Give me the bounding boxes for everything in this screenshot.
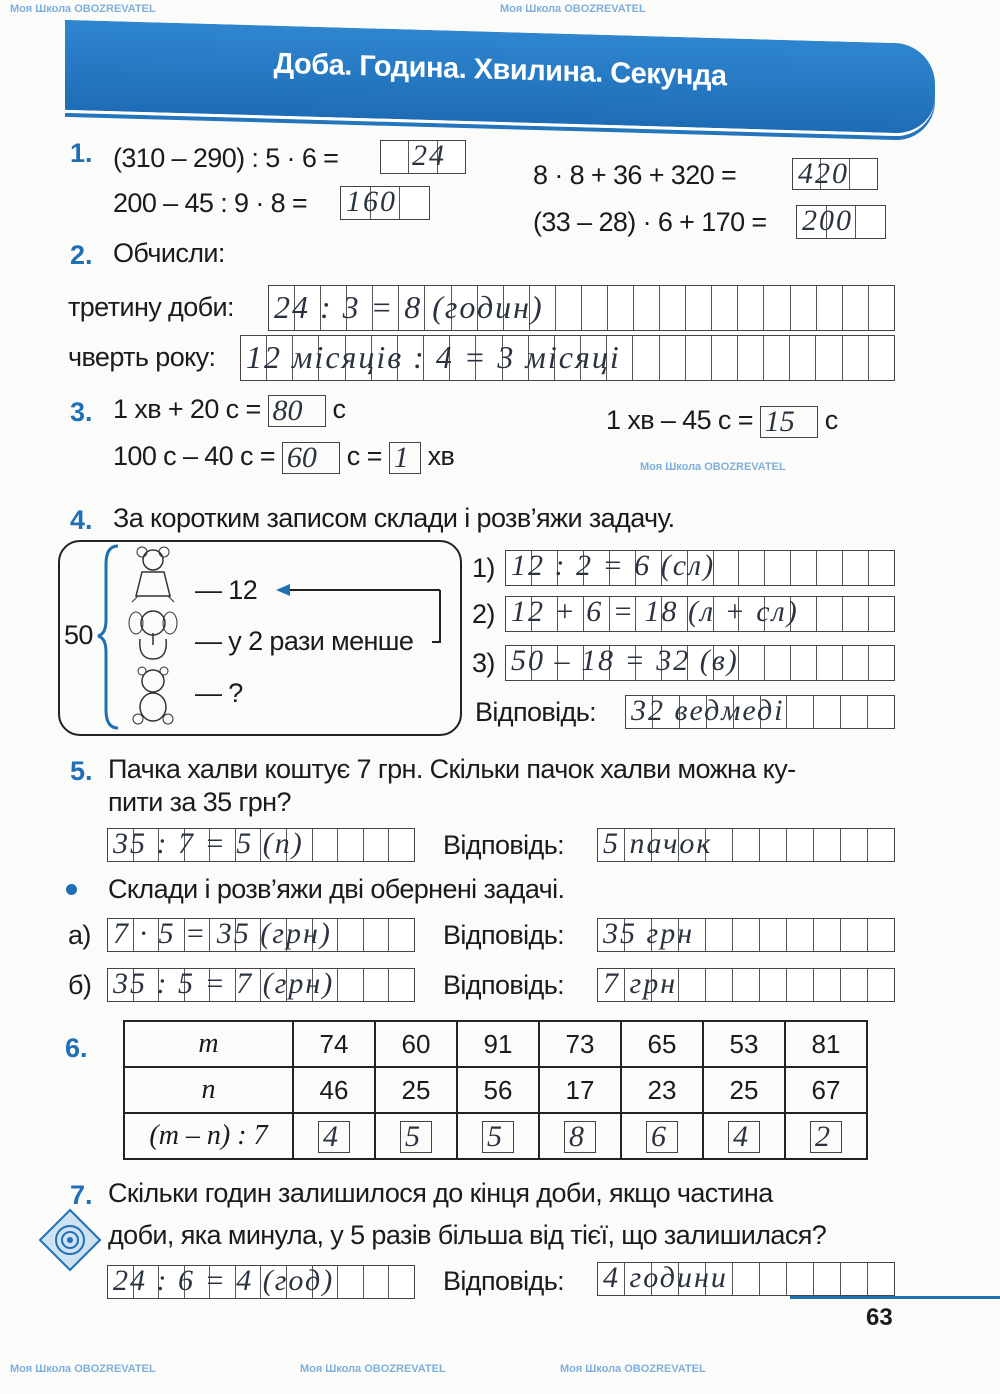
grid-cell: [400, 187, 429, 219]
grid-cell: [364, 919, 390, 951]
expression: [113, 442, 454, 474]
grid-cell: [364, 969, 390, 1001]
unit: хв: [427, 441, 455, 472]
grid-cell: [760, 969, 787, 1001]
table-row-n: [124, 1067, 867, 1113]
answer-box: [728, 1121, 760, 1153]
grid-cell: [733, 1263, 760, 1295]
grid-cell: [556, 286, 582, 330]
table-cell: 56: [457, 1067, 539, 1113]
step-label: 2): [472, 599, 495, 629]
grid-cell: [760, 829, 787, 861]
grid-cell: [843, 551, 869, 585]
page-title: Доба. Година. Хвилина. Секунда: [273, 47, 727, 93]
handwritten-answer: 12 : 2 = 6 (сл): [511, 549, 716, 582]
grid-cell: [739, 551, 765, 585]
grid-cell: [856, 206, 885, 238]
grid-cell: [389, 829, 414, 861]
table-cell: 17: [539, 1067, 621, 1113]
grid-cell: [686, 336, 712, 380]
expression: (310 – 290) : 5 · 6 =: [113, 143, 339, 173]
handwritten-answer: 5: [405, 1119, 420, 1153]
answer-box: [400, 1121, 432, 1153]
grid-cell: [389, 969, 414, 1001]
grid-cell: [633, 336, 659, 380]
grid-cell: [338, 1266, 364, 1298]
item-label: а): [68, 920, 91, 950]
grid-cell: [706, 969, 733, 1001]
grid-cell: [843, 597, 869, 631]
watermark: Моя Школа OBOZREVATEL: [640, 461, 786, 473]
answer-box: [318, 1121, 350, 1153]
elephant-icon: [128, 605, 178, 663]
handwritten-answer: 24 : 3 = 8 (годин): [274, 289, 544, 325]
grid-cell: [843, 286, 869, 330]
handwritten-answer: 32 ведмеді: [631, 694, 785, 727]
answer-box: [646, 1121, 678, 1153]
row-header: n: [124, 1067, 293, 1113]
grid-cell: [338, 969, 364, 1001]
grid-cell: [686, 286, 712, 330]
task-number: 3.: [70, 397, 93, 427]
grid-cell: [841, 1263, 868, 1295]
grid-cell: [817, 551, 843, 585]
grid-cell: [765, 646, 791, 680]
grid-cell: [787, 969, 814, 1001]
grid-cell: [739, 646, 765, 680]
total-value: 50: [64, 620, 93, 650]
expression-text: 1 хв – 45 с =: [606, 405, 753, 436]
grid-cell: [868, 969, 894, 1001]
grid-cell: [790, 336, 816, 380]
grid-cell: [843, 646, 869, 680]
grid-cell: [787, 696, 814, 728]
handwritten-answer: 5: [487, 1119, 502, 1153]
handwritten-answer: 7 грн: [603, 967, 678, 1000]
teddy-bear-icon: [128, 665, 178, 725]
values-table: [123, 1020, 868, 1160]
grid-cell: [381, 141, 409, 173]
expression: (33 – 28) · 6 + 170 =: [533, 207, 767, 237]
answer-label: Відповідь:: [443, 1266, 565, 1296]
grid-cell: [738, 336, 764, 380]
task-number: 6.: [65, 1033, 88, 1063]
task-heading: Обчисли:: [113, 238, 225, 268]
handwritten-answer: 12 + 6 = 18 (л + сл): [511, 595, 799, 628]
doll-icon: [128, 546, 178, 604]
answer-box: [268, 395, 326, 427]
grid-cell: [765, 551, 791, 585]
grid-cell: [814, 919, 841, 951]
grid-cell: [868, 829, 894, 861]
handwritten-answer: 8: [569, 1119, 584, 1153]
table-cell: [539, 1113, 621, 1159]
table-cell: [293, 1113, 375, 1159]
grid-cell: [582, 286, 608, 330]
answer-box: [810, 1121, 842, 1153]
task-text: пити за 35 грн?: [108, 787, 291, 817]
grid-cell: [364, 829, 390, 861]
watermark: Моя Школа OBOZREVATEL: [10, 1363, 156, 1375]
watermark: Моя Школа OBOZREVATEL: [300, 1363, 446, 1375]
grid-cell: [841, 919, 868, 951]
grid-cell: [679, 969, 706, 1001]
expression: [606, 406, 838, 438]
grid-cell: [389, 1266, 414, 1298]
table-cell: [621, 1113, 703, 1159]
grid-cell: [817, 286, 843, 330]
grid-cell: [634, 286, 660, 330]
table-cell: [703, 1113, 785, 1159]
table-cell: 60: [375, 1021, 457, 1067]
grid-cell: [787, 829, 814, 861]
grid-cell: [364, 1266, 390, 1298]
item-label: б): [68, 970, 92, 1000]
handwritten-answer: 15: [764, 405, 795, 438]
grid-cell: [814, 1263, 841, 1295]
handwritten-solution: 24 : 6 = 4 (год): [113, 1264, 335, 1297]
grid-cell: [843, 336, 869, 380]
handwritten-answer: 60: [286, 441, 317, 474]
handwritten-answer: 1: [393, 441, 409, 474]
answer-label: Відповідь:: [443, 970, 565, 1000]
grid-cell: [869, 646, 894, 680]
grid-cell: [868, 919, 894, 951]
grid-cell: [791, 286, 817, 330]
grid-cell: [791, 551, 817, 585]
table-cell: 67: [785, 1067, 867, 1113]
grid-cell: [869, 597, 894, 631]
handwritten-answer: 6: [651, 1119, 666, 1153]
table-cell: [785, 1113, 867, 1159]
expression-text: 1 хв + 20 с =: [113, 394, 261, 425]
watermark: Моя Школа OBOZREVATEL: [560, 1363, 706, 1375]
grid-cell: [841, 696, 868, 728]
grid-cell: [787, 1263, 814, 1295]
expression: 200 – 45 : 9 · 8 =: [113, 188, 308, 218]
table-row-result: [124, 1113, 867, 1159]
grid-cell: [791, 646, 817, 680]
task-number: 1.: [70, 138, 93, 168]
handwritten-answer: 50 – 18 = 32 (в): [511, 644, 739, 677]
grid-cell: [712, 286, 738, 330]
page-number: 63: [866, 1304, 893, 1331]
expression-text: 100 с – 40 с =: [113, 441, 275, 472]
handwritten-answer: 4: [323, 1119, 338, 1153]
answer-label: Відповідь:: [443, 920, 565, 950]
grid-cell: [814, 969, 841, 1001]
grid-cell: [733, 919, 760, 951]
grid-cell: [389, 919, 414, 951]
task-text: Скільки годин залишилося до кінця доби, якщо частина: [108, 1178, 773, 1208]
row-header: m: [124, 1021, 293, 1067]
row-label: третину доби:: [68, 292, 234, 322]
table-row-m: [124, 1021, 867, 1067]
handwritten-answer: 200: [802, 204, 853, 237]
handwritten-answer: 4 години: [603, 1261, 728, 1294]
grid-cell: [764, 336, 790, 380]
grid-cell: [712, 336, 738, 380]
grid-cell: [817, 646, 843, 680]
handwritten-answer: 4: [733, 1119, 748, 1153]
grid-cell: [868, 696, 894, 728]
step-label: 1): [472, 553, 495, 583]
grid-cell: [814, 829, 841, 861]
answer-label: Відповідь:: [475, 697, 597, 727]
note-line-elephants: — у 2 рази менше: [195, 626, 414, 656]
grid-cell: [706, 919, 733, 951]
answer-box: [760, 406, 818, 438]
task-number: 2.: [70, 240, 93, 270]
answer-box: [482, 1121, 514, 1153]
grid-cell: [841, 829, 868, 861]
unit: с: [332, 394, 346, 425]
grid-cell: [850, 159, 877, 189]
table-cell: 73: [539, 1021, 621, 1067]
table-cell: 65: [621, 1021, 703, 1067]
grid-cell: [869, 286, 894, 330]
grid-cell: [608, 286, 634, 330]
grid-cell: [760, 919, 787, 951]
table-cell: [457, 1113, 539, 1159]
task-text: доби, яка минула, у 5 разів більша від тієї, що залишилася?: [108, 1220, 827, 1250]
row-label: чверть року:: [68, 342, 216, 372]
handwritten-answer: 160: [346, 185, 397, 218]
grid-cell: [338, 919, 364, 951]
grid-cell: [660, 286, 686, 330]
table-cell: 25: [703, 1067, 785, 1113]
answer-box: [389, 442, 421, 474]
grid-cell: [738, 286, 764, 330]
table-cell: 23: [621, 1067, 703, 1113]
task-text: Склади і розв’яжи дві обернені задачі.: [108, 874, 565, 904]
handwritten-answer: 35 грн: [603, 917, 695, 950]
grid-cell: [733, 969, 760, 1001]
note-line-dolls: — 12: [195, 575, 258, 605]
grid-cell: [714, 551, 740, 585]
grid-cell: [814, 696, 841, 728]
footer-stripe: [790, 1296, 1000, 1339]
unit: с: [824, 405, 838, 436]
handwritten-solution: 35 : 7 = 5 (п): [113, 827, 304, 860]
handwritten-answer: 420: [798, 157, 849, 190]
grid-cell: [733, 829, 760, 861]
difficulty-diamond-icon: [38, 1208, 102, 1272]
answer-box: [282, 442, 340, 474]
grid-cell: [817, 597, 843, 631]
watermark: Моя Школа OBOZREVATEL: [500, 3, 646, 15]
answer-box: [564, 1121, 596, 1153]
note-line-bears: — ?: [195, 678, 243, 708]
task-text: Пачка халви коштує 7 грн. Скільки пачок халви можна ку-: [108, 754, 796, 784]
grid-cell: [816, 336, 842, 380]
task-number: 5.: [70, 756, 93, 786]
step-label: 3): [472, 648, 495, 678]
unit: с =: [346, 441, 382, 472]
table-cell: 74: [293, 1021, 375, 1067]
handwritten-answer: 12 місяців : 4 = 3 місяці: [246, 339, 621, 375]
grid-cell: [760, 1263, 787, 1295]
expression: 8 · 8 + 36 + 320 =: [533, 160, 737, 190]
grid-cell: [868, 1263, 894, 1295]
grid-cell: [313, 829, 339, 861]
answer-label: Відповідь:: [443, 830, 565, 860]
table-cell: 91: [457, 1021, 539, 1067]
handwritten-answer: 24: [412, 139, 446, 172]
table-cell: 53: [703, 1021, 785, 1067]
bullet-icon: [66, 884, 77, 895]
task-number: 4.: [70, 505, 93, 535]
handwritten-answer: 5 пачок: [603, 827, 713, 860]
watermark: Моя Школа OBOZREVATEL: [10, 3, 156, 15]
table-cell: 25: [375, 1067, 457, 1113]
grid-cell: [338, 829, 364, 861]
handwritten-answer: 80: [272, 394, 303, 427]
grid-cell: [869, 336, 894, 380]
handwritten-solution: 7 · 5 = 35 (грн): [113, 917, 332, 950]
table-cell: 46: [293, 1067, 375, 1113]
title-banner: [65, 20, 935, 137]
table-cell: [375, 1113, 457, 1159]
grid-cell: [660, 336, 686, 380]
row-header: (m – n) : 7: [124, 1113, 293, 1159]
grid-cell: [869, 551, 894, 585]
grid-cell: [764, 286, 790, 330]
grid-cell: [787, 919, 814, 951]
handwritten-solution: 35 : 5 = 7 (грн): [113, 967, 335, 1000]
expression: [113, 395, 345, 427]
handwritten-answer: 2: [815, 1119, 830, 1153]
grid-cell: [841, 969, 868, 1001]
table-cell: 81: [785, 1021, 867, 1067]
task-heading: За коротким записом склади і розв’яжи задачу.: [113, 503, 675, 533]
task-number: 7.: [70, 1180, 93, 1210]
